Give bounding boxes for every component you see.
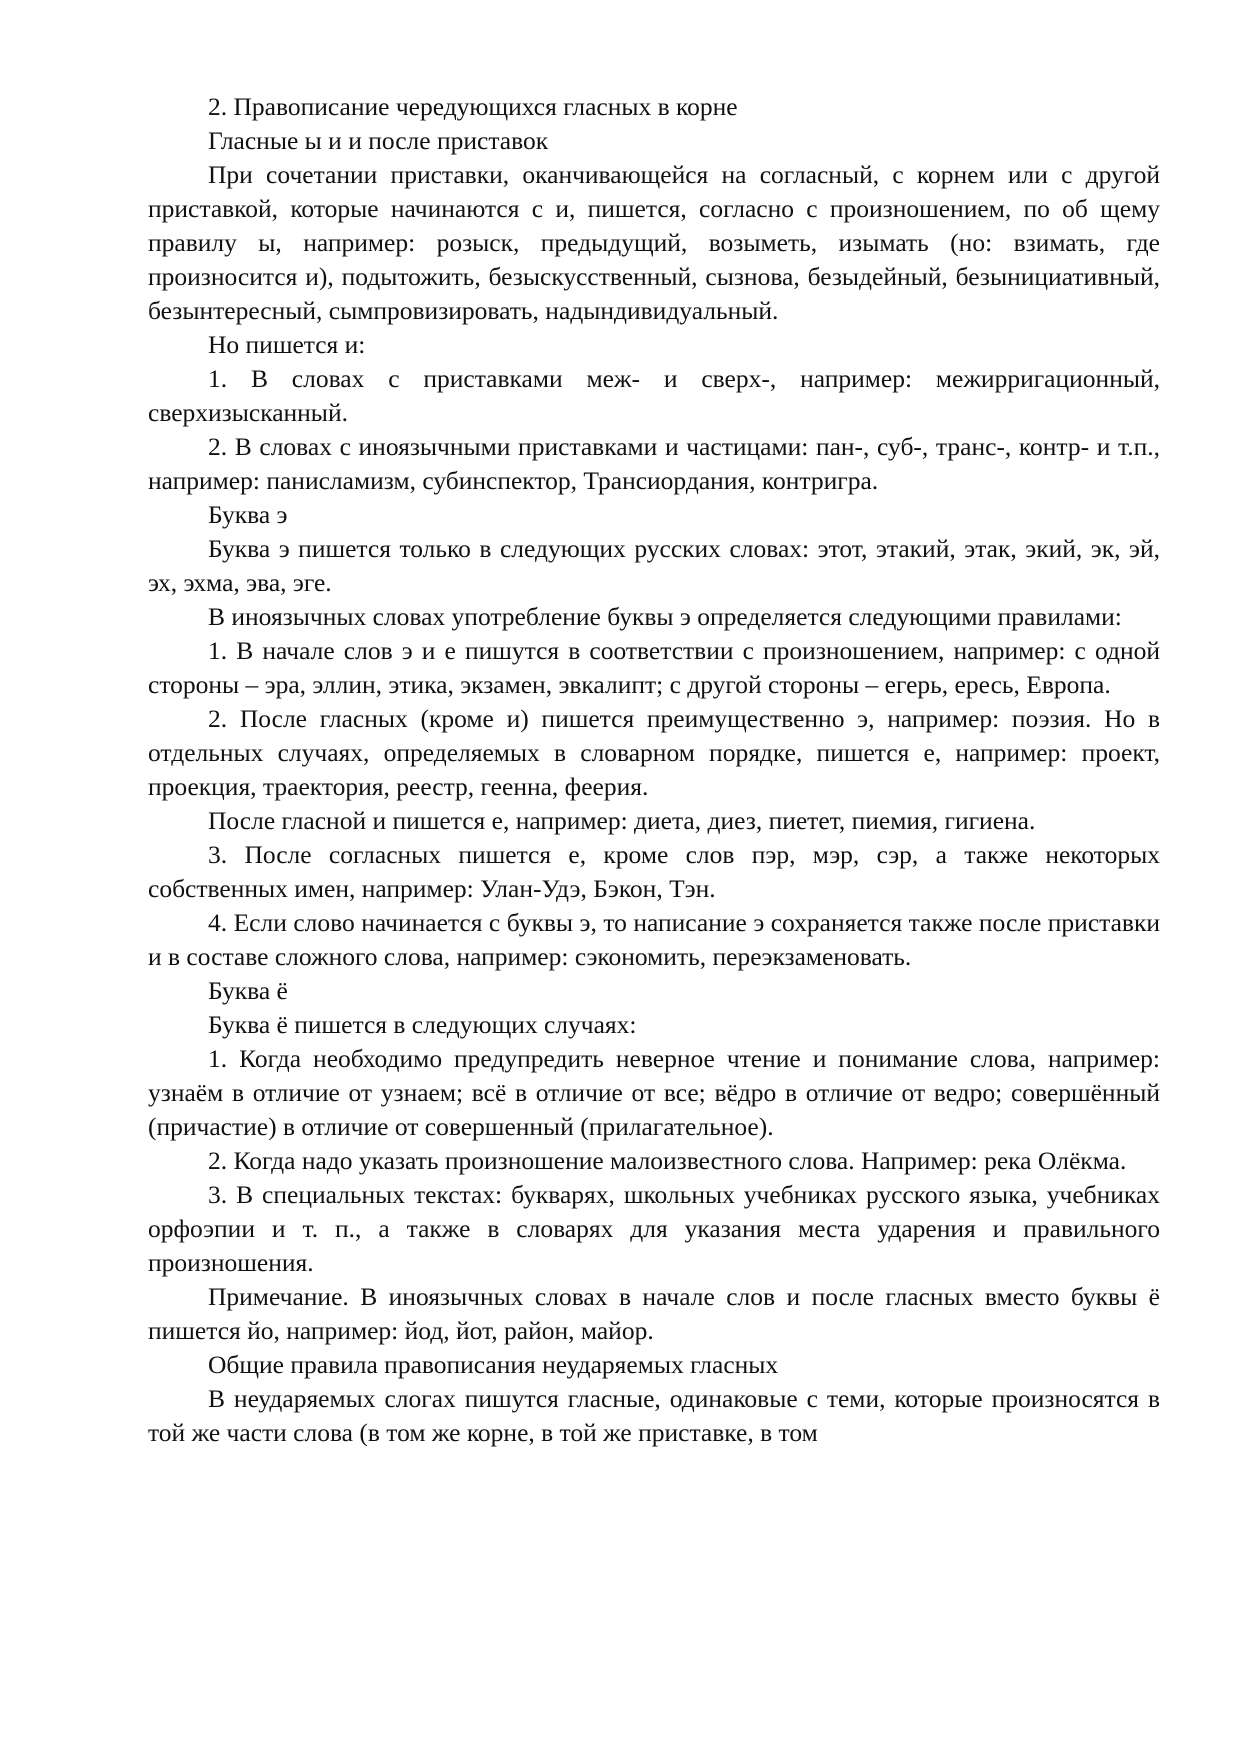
- paragraph-letter-e-rule-4: 4. Если слово начинается с буквы э, то написание э сохраняется также после приставки и в составе сложного слова, например: сэкономить, переэкзаменовать.: [148, 908, 1160, 971]
- paragraph-letter-e-russian-words: Буква э пишется только в следующих русских словах: этот, этакий, этак, экий, эк, эй, эх, эхма, эва, эге.: [148, 534, 1160, 597]
- paragraph-rule-y-after-prefix: При сочетании приставки, оканчивающейся на согласный, с корнем или с другой приставкой, которые начинаются с и, пишется, согласно с произношением, по об щему правилу ы, например: розыск, предыдущий, возыметь, изымать (но: взимать, где произносится и), подытожить, безыскусственный, сызнова, безыдейный, безынициативный, безынтересный, сымпровизировать, надындивидуальный.: [148, 160, 1160, 325]
- subsection-heading-letter-yo: Буква ё: [208, 976, 288, 1005]
- paragraph-letter-yo-intro: Буква ё пишется в следующих случаях:: [208, 1010, 637, 1039]
- section-title: 2. Правописание чередующихся гласных в корне: [208, 92, 738, 121]
- paragraph-exception-1: 1. В словах с приставками меж- и сверх-, например: межирригационный, сверхизысканный.: [148, 364, 1160, 427]
- paragraph-letter-e-after-i: После гласной и пишется е, например: диета, диез, пиетет, пиемия, гигиена.: [208, 806, 1036, 835]
- paragraph-letter-e-foreign-intro: В иноязычных словах употребление буквы э определяется следующими правилами:: [208, 602, 1122, 631]
- paragraph-letter-yo-rule-1: 1. Когда необходимо предупредить неверное чтение и понимание слова, например: узнаём в отличие от узнаем; всё в отличие от все; вёдро в отличие от ведро; совершённый (причастие) в отличие от совершенный (прилагательное).: [148, 1044, 1160, 1141]
- paragraph-unstressed-vowels-rule: В неударяемых слогах пишутся гласные, одинаковые с теми, которые произносятся в той же части слова (в том же корне, в той же приставке, в том: [148, 1384, 1160, 1447]
- paragraph-exception-2: 2. В словах с иноязычными приставками и частицами: пан-, суб-, транс-, контр- и т.п., например: панисламизм, субинспектор, Трансиордания, контригра.: [148, 432, 1160, 495]
- subsection-heading-unstressed-vowels: Общие правила правописания неударяемых гласных: [208, 1350, 779, 1379]
- subsection-heading-letter-e: Буква э: [208, 500, 288, 529]
- paragraph-exceptions-intro: Но пишется и:: [208, 330, 366, 359]
- paragraph-letter-yo-rule-2: 2. Когда надо указать произношение малоизвестного слова. Например: река Олёкма.: [208, 1146, 1127, 1175]
- paragraph-note: Примечание. В иноязычных словах в начале слов и после гласных вместо буквы ё пишется йо, например: йод, йот, район, майор.: [148, 1282, 1160, 1345]
- subsection-heading-vowels-after-prefixes: Гласные ы и и после приставок: [208, 126, 549, 155]
- paragraph-letter-e-rule-1: 1. В начале слов э и е пишутся в соответствии с произношением, например: с одной стороны – эра, эллин, этика, экзамен, эвкалипт; с другой стороны – егерь, ересь, Европа.: [148, 636, 1160, 699]
- paragraph-letter-e-rule-3: 3. После согласных пишется е, кроме слов пэр, мэр, сэр, а также некоторых собственных имен, например: Улан-Удэ, Бэкон, Тэн.: [148, 840, 1160, 903]
- paragraph-letter-yo-rule-3: 3. В специальных текстах: букварях, школьных учебниках русского языка, учебниках орфоэпии и т. п., а также в словарях для указания места ударения и правильного произношения.: [148, 1180, 1160, 1277]
- paragraph-letter-e-rule-2: 2. После гласных (кроме и) пишется преимущественно э, например: поэзия. Но в отдельных случаях, определяемых в словарном порядке, пишется е, например: проект, проекция, траектория, реестр, геенна, феерия.: [148, 704, 1160, 801]
